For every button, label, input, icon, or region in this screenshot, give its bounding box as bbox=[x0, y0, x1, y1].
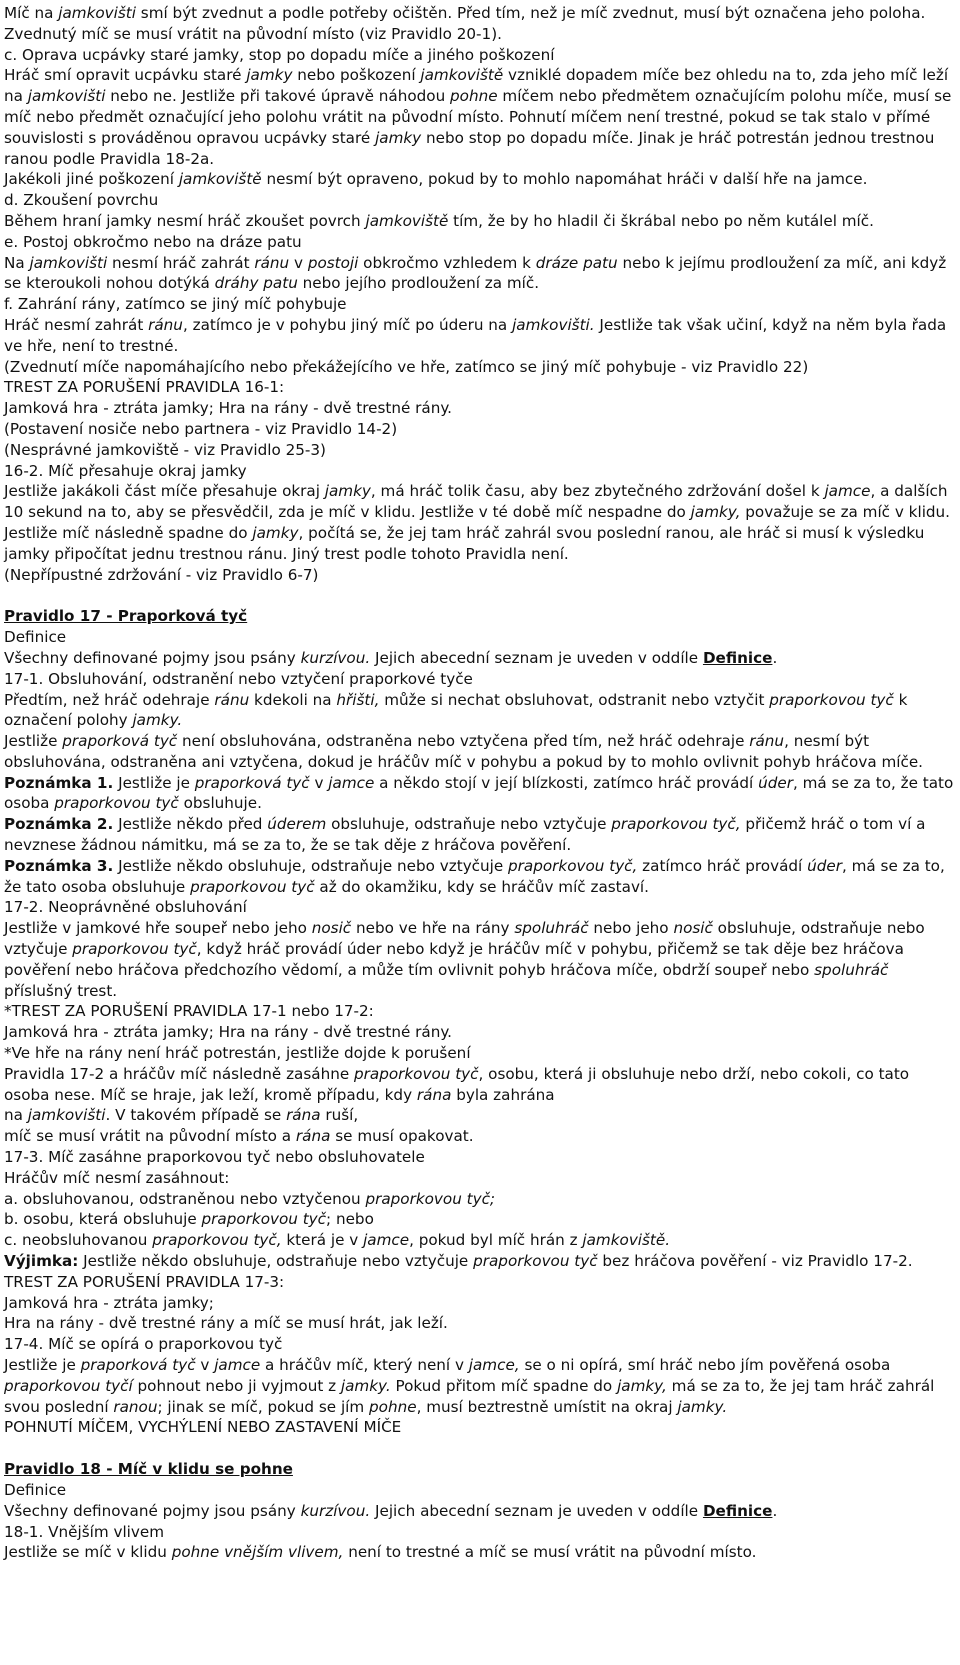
text-paragraph bbox=[4, 1168, 956, 1189]
text-run: 17-3. Míč zasáhne praporkovou tyč nebo obsluhovatele bbox=[4, 1148, 425, 1167]
text-run: c. Oprava ucpávky staré jamky, stop po dopadu míče a jiného poškození bbox=[4, 45, 555, 64]
text-paragraph bbox=[4, 398, 956, 419]
text-paragraph bbox=[4, 315, 956, 357]
text-run: nesmí být opraveno, pokud by to mohlo napomáhat hráči v další hře na jamce. bbox=[261, 170, 868, 189]
text-paragraph bbox=[4, 1043, 956, 1064]
text-run: Jamková hra - ztráta jamky; Hra na rány - dvě trestné rány. bbox=[4, 399, 452, 418]
text-run: , osobu, která ji obsluhuje nebo drží, nebo cokoli, co tato osoba nese. Míč se hraje, jak leží, kromě případu, kdy bbox=[4, 1064, 910, 1104]
text-run: (Nesprávné jamkoviště - viz Pravidlo 25-3) bbox=[4, 440, 326, 459]
italic-term: praporková tyč bbox=[80, 1356, 196, 1374]
document-body bbox=[4, 3, 956, 1563]
italic-term: hřišti, bbox=[336, 690, 380, 709]
text-run: Jestliže se míč v klidu bbox=[4, 1543, 172, 1562]
text-paragraph bbox=[4, 1522, 956, 1543]
text-run: , zatímco je v pohybu jiný míč po úderu na bbox=[182, 315, 513, 334]
text-paragraph bbox=[4, 1126, 956, 1147]
text-paragraph bbox=[4, 481, 956, 564]
text-run: b. osobu, která obsluhuje bbox=[4, 1210, 202, 1229]
text-run: Během hraní jamky nesmí hráč zkoušet povrch bbox=[4, 211, 366, 230]
text-paragraph bbox=[4, 648, 956, 669]
italic-term: praporkovou tyč bbox=[473, 1252, 598, 1271]
text-run: má se za to, že jej tam hráč zahrál svou poslední bbox=[4, 1376, 935, 1416]
text-run: nebo stop po dopadu míče. Jinak je hráč potrestán jednou trestnou ranou podle Pravidla 18-2a. bbox=[4, 128, 935, 168]
text-paragraph bbox=[4, 1022, 956, 1043]
text-run: byla zahrána bbox=[451, 1085, 555, 1104]
text-paragraph bbox=[4, 169, 956, 190]
text-run: může si nechat obsluhovat, odstranit nebo vztyčit bbox=[379, 690, 770, 709]
italic-term: jamky, bbox=[690, 503, 741, 522]
text-run: 18-1. Vnějším vlivem bbox=[4, 1522, 165, 1541]
text-run: obsluhuje, odstraňuje nebo vztyčuje bbox=[4, 919, 925, 959]
text-paragraph bbox=[4, 253, 956, 295]
italic-term: jamkovišti bbox=[27, 1106, 106, 1125]
italic-term: jamce bbox=[824, 482, 871, 501]
text-run: Hráčův míč nesmí zasáhnout: bbox=[4, 1168, 230, 1187]
text-paragraph bbox=[4, 1147, 956, 1168]
text-paragraph bbox=[4, 814, 956, 856]
text-paragraph bbox=[4, 627, 956, 648]
text-run: vzniklé dopadem míče bez ohledu na to, zda jeho míč leží na bbox=[4, 66, 949, 106]
text-run: (Postavení nosiče nebo partnera - viz Pravidlo 14-2) bbox=[4, 419, 398, 438]
text-paragraph bbox=[4, 1334, 956, 1355]
text-run: Míč na bbox=[4, 4, 59, 22]
text-run: , má hráč tolik času, aby bez zbytečného zdržování došel k bbox=[370, 482, 825, 501]
text-paragraph bbox=[4, 1230, 956, 1251]
text-run: se o ni opírá, smí hráč nebo jím pověřená osoba bbox=[519, 1356, 891, 1374]
italic-term: ránu bbox=[148, 315, 183, 334]
text-paragraph bbox=[4, 897, 956, 918]
italic-term: jamce bbox=[363, 1231, 410, 1250]
text-run: která je v bbox=[281, 1231, 364, 1250]
section-gap bbox=[4, 1438, 956, 1459]
text-run: 17-1. Obsluhování, odstranění nebo vztyčení praporkové tyče bbox=[4, 669, 473, 688]
italic-term: ránu bbox=[749, 732, 785, 751]
text-run: Hráč smí opravit ucpávku staré bbox=[4, 66, 247, 85]
text-run: f. Zahrání rány, zatímco se jiný míč pohybuje bbox=[4, 295, 347, 314]
text-run: , nesmí být obsluhována, odstraněna ani vztyčena, dokud je hráčův míč v pohybu a pokud by to mohlo ovlivnit pohyb hráčova míče. bbox=[4, 732, 923, 771]
italic-term: jamky. bbox=[340, 1376, 391, 1395]
italic-term: praporkovou tyč bbox=[54, 794, 179, 813]
bold-label: Výjimka: bbox=[4, 1252, 79, 1271]
italic-term: jamkovišti. bbox=[512, 315, 595, 334]
italic-term: dráze patu bbox=[535, 253, 618, 272]
text-run: Pravidla 17-2 a hráčův míč následně zasáhne bbox=[4, 1064, 355, 1083]
italic-term: praporkovou tyč bbox=[190, 877, 315, 896]
text-run: Jestliže jakákoli část míče přesahuje okraj bbox=[4, 482, 325, 501]
text-run: nebo jejího prodloužení za míč. bbox=[297, 274, 540, 293]
text-paragraph bbox=[4, 461, 956, 482]
text-run: se musí opakovat. bbox=[330, 1127, 474, 1146]
text-run: a hráčův míč, který není v bbox=[260, 1356, 469, 1374]
italic-term: jamky. bbox=[132, 711, 183, 730]
text-run: Jestliže bbox=[4, 732, 63, 751]
text-paragraph bbox=[4, 1542, 956, 1563]
italic-term: jamkoviště bbox=[365, 211, 449, 230]
text-paragraph bbox=[4, 856, 956, 898]
text-run: nebo k jejímu prodloužení za míč, ani když se kteroukoli nohou dotýká bbox=[4, 253, 947, 293]
text-paragraph bbox=[4, 565, 956, 586]
italic-term: kurzívou. bbox=[300, 648, 371, 667]
text-run: Hráč nesmí zahrát bbox=[4, 315, 149, 334]
italic-term: praporkovou tyč bbox=[769, 690, 894, 709]
text-paragraph bbox=[4, 294, 956, 315]
italic-term: jamky. bbox=[677, 1397, 728, 1416]
text-run: Definice bbox=[4, 628, 67, 647]
text-run: 17-4. Míč se opírá o praporkovou tyč bbox=[4, 1335, 283, 1354]
text-run: kdekoli na bbox=[249, 690, 337, 709]
italic-term: praporkovou tyč, bbox=[508, 856, 638, 875]
text-run: Jejich abecední seznam je uveden v oddíle bbox=[370, 648, 703, 667]
italic-term: pohne bbox=[450, 87, 498, 106]
text-paragraph bbox=[4, 65, 956, 169]
text-run: není obsluhována, odstraněna nebo vztyčena před tím, než hráč odehraje bbox=[177, 732, 750, 751]
text-run: Všechny definované pojmy jsou psány bbox=[4, 1501, 301, 1520]
italic-term: praporkovou tyč bbox=[354, 1064, 479, 1083]
text-run: *Ve hře na rány není hráč potrestán, jestliže dojde k porušení bbox=[4, 1044, 471, 1063]
text-run: nebo ve hře na rány bbox=[351, 919, 515, 938]
text-paragraph bbox=[4, 1417, 956, 1438]
text-run: Předtím, než hráč odehraje bbox=[4, 690, 215, 709]
text-run: 17-2. Neoprávněné obsluhování bbox=[4, 898, 247, 917]
text-run: TREST ZA PORUŠENÍ PRAVIDLA 16-1: bbox=[4, 378, 285, 397]
text-run: smí být zvednut a podle potřeby očištěn. Před tím, než je míč zvednut, musí být označena jeho poloha. Zvednutý míč se musí vrátit na původní místo (viz Pravidlo 20-1). bbox=[4, 4, 926, 43]
text-run: Jejich abecední seznam je uveden v oddíle bbox=[370, 1501, 703, 1520]
italic-term: jamkovišti bbox=[58, 4, 136, 22]
text-run: 16-2. Míč přesahuje okraj jamky bbox=[4, 461, 247, 480]
bold-label: Poznámka 1. bbox=[4, 773, 114, 792]
text-run: bez hráčova pověření - viz Pravidlo 17-2. bbox=[597, 1252, 913, 1271]
italic-term: jamky bbox=[246, 66, 293, 85]
italic-term: úderem bbox=[267, 815, 327, 834]
rule-heading bbox=[4, 1459, 956, 1480]
text-run: až do okamžiku, kdy se hráčův míč zastaví. bbox=[314, 877, 649, 896]
italic-term: jamkoviště bbox=[178, 170, 262, 189]
text-run: Hra na rány - dvě trestné rány a míč se musí hrát, jak leží. bbox=[4, 1314, 448, 1333]
text-run: k označení polohy bbox=[4, 690, 908, 730]
text-run: Jamková hra - ztráta jamky; Hra na rány - dvě trestné rány. bbox=[4, 1023, 452, 1042]
italic-term: jamkovišti bbox=[27, 87, 106, 106]
text-run: na bbox=[4, 1106, 28, 1125]
section-gap bbox=[4, 585, 956, 606]
italic-term: rána bbox=[416, 1085, 452, 1104]
bold-label: Poznámka 2. bbox=[4, 815, 114, 834]
text-paragraph bbox=[4, 1189, 956, 1210]
text-run: , když hráč provádí úder nebo když je hráčův míč v pohybu, přičemž se tak děje bez hráčova pověření nebo hráčova předchozího vědomí, a může tím ovlivnit pohyb hráčova míče, obdrží soupeř nebo bbox=[4, 940, 904, 979]
text-run: Jestliže je bbox=[4, 1356, 81, 1374]
text-run: e. Postoj obkročmo nebo na dráze patu bbox=[4, 232, 302, 251]
text-paragraph bbox=[4, 1313, 956, 1334]
text-paragraph bbox=[4, 1272, 956, 1293]
text-run: Jestliže někdo obsluhuje, odstraňuje nebo vztyčuje bbox=[113, 856, 509, 875]
rule-title: Pravidlo 18 - Míč v klidu se pohne bbox=[4, 1460, 293, 1479]
text-run: , počítá se, že jej tam hráč zahrál svou poslední ranou, ale hráč si musí k výsledku jamky připočítat jednu trestnou ránu. Jiný trest podle tohoto Pravidla není. bbox=[4, 523, 925, 563]
italic-term: ránu bbox=[214, 690, 250, 709]
italic-term: jamkoviště bbox=[420, 66, 504, 85]
text-run: Všechny definované pojmy jsou psány bbox=[4, 648, 301, 667]
text-run: nebo jeho bbox=[588, 919, 674, 938]
text-paragraph bbox=[4, 690, 956, 732]
text-run: Jamková hra - ztráta jamky; bbox=[4, 1293, 214, 1312]
italic-term: jamce bbox=[214, 1356, 261, 1374]
text-paragraph bbox=[4, 1001, 956, 1022]
text-paragraph bbox=[4, 1064, 956, 1106]
text-run: v bbox=[195, 1356, 215, 1374]
text-run: Jestliže někdo obsluhuje, odstraňuje nebo vztyčuje bbox=[78, 1252, 474, 1271]
text-run: Pokud přitom míč spadne do bbox=[390, 1376, 618, 1395]
text-run: Jestliže někdo před bbox=[113, 815, 268, 834]
text-paragraph bbox=[4, 1501, 956, 1522]
text-paragraph bbox=[4, 669, 956, 690]
text-paragraph bbox=[4, 211, 956, 232]
text-paragraph bbox=[4, 1105, 956, 1126]
text-run: , a dalších 10 sekund na to, aby se přesvědčil, zda je míč v klidu. Jestliže v té době míč nespadne do bbox=[4, 482, 948, 522]
italic-term: praporkovou tyč bbox=[201, 1210, 327, 1229]
italic-term: ranou bbox=[113, 1397, 158, 1416]
text-run: Jestliže tak však učiní, když na něm byla řada ve hře, není to trestné. bbox=[4, 315, 947, 355]
text-paragraph bbox=[4, 377, 956, 398]
text-paragraph bbox=[4, 773, 956, 815]
text-run: , pokud byl míč hrán z bbox=[409, 1231, 583, 1250]
text-run: , má se za to, že tato osoba bbox=[4, 773, 954, 813]
text-run: ; nebo bbox=[326, 1210, 374, 1229]
text-run: Definice bbox=[4, 1480, 67, 1499]
text-run: (Zvednutí míče napomáhajícího nebo překážejícího ve hře, zatímco se jiný míč pohybuje - viz Pravidlo 22) bbox=[4, 357, 809, 376]
italic-term: jamce bbox=[328, 773, 375, 792]
italic-term: jamky bbox=[252, 523, 299, 542]
text-run: nebo poškození bbox=[292, 66, 421, 85]
italic-term: jamky bbox=[375, 128, 422, 147]
text-run: ruší, bbox=[320, 1106, 359, 1125]
italic-term: spoluhráč bbox=[814, 960, 889, 979]
text-run: obsluhuje. bbox=[178, 794, 262, 813]
text-run: POHNUTÍ MÍČEM, VYCHÝLENÍ NEBO ZASTAVENÍ MÍČE bbox=[4, 1418, 402, 1437]
text-run: nebo ne. Jestliže při takové úpravě náhodou bbox=[105, 87, 451, 106]
text-run: míč se musí vrátit na původní místo a bbox=[4, 1127, 296, 1146]
text-paragraph bbox=[4, 1355, 956, 1417]
italic-term: nosič bbox=[311, 919, 352, 938]
italic-term: kurzívou. bbox=[300, 1501, 371, 1520]
text-run: . V takovém případě se bbox=[105, 1106, 287, 1125]
text-run: Jestliže v jamkové hře soupeř nebo jeho bbox=[4, 919, 312, 938]
text-run: nesmí hráč zahrát bbox=[107, 253, 255, 272]
italic-term: jamky, bbox=[617, 1376, 667, 1395]
text-paragraph bbox=[4, 440, 956, 461]
italic-term: praporkovou tyčí bbox=[4, 1376, 133, 1395]
text-paragraph bbox=[4, 918, 956, 1001]
italic-term: spoluhráč bbox=[514, 919, 589, 938]
text-run: pohnout nebo ji vyjmout z bbox=[132, 1376, 341, 1395]
italic-term: vnějším vlivem, bbox=[224, 1543, 344, 1562]
text-run: příslušný trest. bbox=[4, 981, 118, 1000]
text-run: v bbox=[309, 773, 329, 792]
text-run: přičemž hráč o tom ví a nevznese žádnou námitku, má se za to, že se tak děje z hráčova pověření. bbox=[4, 815, 926, 855]
italic-term: postoji bbox=[307, 253, 359, 272]
text-run: tím, že by ho hladil či škrábal nebo po něm kutálel míč. bbox=[448, 211, 874, 230]
text-run: není to trestné a míč se musí vrátit na původní místo. bbox=[343, 1543, 757, 1562]
text-paragraph bbox=[4, 1209, 956, 1230]
rule-title: Pravidlo 17 - Praporková tyč bbox=[4, 607, 248, 626]
text-paragraph bbox=[4, 190, 956, 211]
text-run: zatímco hráč provádí bbox=[637, 856, 808, 875]
text-run: a. obsluhovanou, odstraněnou nebo vztyčenou bbox=[4, 1189, 366, 1208]
bold-label: Poznámka 3. bbox=[4, 856, 114, 875]
italic-term: praporkovou tyč, bbox=[611, 815, 741, 834]
text-run: Na bbox=[4, 253, 30, 272]
text-run: , musí beztrestně umístit na okraj bbox=[416, 1397, 678, 1416]
italic-term: pohne bbox=[171, 1543, 220, 1562]
text-paragraph bbox=[4, 1480, 956, 1501]
italic-term: úder bbox=[758, 773, 793, 792]
text-run: d. Zkoušení povrchu bbox=[4, 191, 159, 210]
italic-term: praporkovou tyč bbox=[72, 940, 197, 959]
text-paragraph bbox=[4, 1293, 956, 1314]
text-run: (Nepřípustné zdržování - viz Pravidlo 6-7) bbox=[4, 565, 319, 584]
text-paragraph bbox=[4, 45, 956, 66]
rule-heading bbox=[4, 606, 956, 627]
text-run: . bbox=[772, 1501, 778, 1520]
text-run: c. neobsluhovanou bbox=[4, 1231, 153, 1250]
text-paragraph bbox=[4, 419, 956, 440]
text-paragraph bbox=[4, 1251, 956, 1272]
text-run: TREST ZA PORUŠENÍ PRAVIDLA 17-3: bbox=[4, 1272, 285, 1291]
text-run: míčem nebo předmětem označujícím polohu míče, musí se míč nebo předmět označující jeho polohu vrátit na původní místo. Pohnutí míčem není trestné, pokud se tak stalo v přímé souvislosti s prováděnou opravou ucpávky staré bbox=[4, 87, 952, 147]
italic-term: jamce, bbox=[468, 1356, 520, 1374]
italic-term: nosič bbox=[673, 919, 713, 938]
italic-term: pohne bbox=[369, 1397, 417, 1416]
text-run: ; jinak se míč, pokud se jím bbox=[157, 1397, 370, 1416]
italic-term: praporková tyč bbox=[62, 732, 178, 751]
italic-term: jamky bbox=[324, 482, 371, 501]
italic-term: rána bbox=[286, 1106, 321, 1125]
italic-term: úder bbox=[807, 856, 842, 875]
italic-term: jamkoviště. bbox=[582, 1231, 671, 1250]
text-run: v bbox=[289, 253, 308, 272]
text-paragraph bbox=[4, 3, 956, 45]
italic-term: rána bbox=[295, 1127, 331, 1146]
text-paragraph bbox=[4, 731, 956, 773]
text-run: Jakékoli jiné poškození bbox=[4, 170, 179, 189]
text-run: . bbox=[772, 648, 778, 667]
text-run: *TREST ZA PORUŠENÍ PRAVIDLA 17-1 nebo 17-2: bbox=[4, 1002, 374, 1021]
text-paragraph bbox=[4, 232, 956, 253]
definition-link: Definice bbox=[702, 648, 773, 667]
italic-term: praporková tyč bbox=[194, 773, 310, 792]
italic-term: praporkovou tyč; bbox=[365, 1189, 496, 1208]
text-run: , má se za to, že tato osoba obsluhuje bbox=[4, 856, 945, 896]
italic-term: dráhy patu bbox=[214, 274, 298, 293]
text-run: považuje se za míč v klidu. Jestliže míč následně spadne do bbox=[4, 503, 951, 542]
text-run: obsluhuje, odstraňuje nebo vztyčuje bbox=[326, 815, 612, 834]
text-paragraph bbox=[4, 357, 956, 378]
text-run: a někdo stojí v její blízkosti, zatímco hráč provádí bbox=[374, 773, 759, 792]
italic-term: ránu bbox=[254, 253, 290, 272]
text-run: obkročmo vzhledem k bbox=[358, 253, 536, 272]
italic-term: praporkovou tyč, bbox=[152, 1231, 282, 1250]
text-run: Jestliže je bbox=[113, 773, 195, 792]
italic-term: jamkovišti bbox=[29, 253, 108, 272]
definition-link: Definice bbox=[702, 1501, 773, 1520]
